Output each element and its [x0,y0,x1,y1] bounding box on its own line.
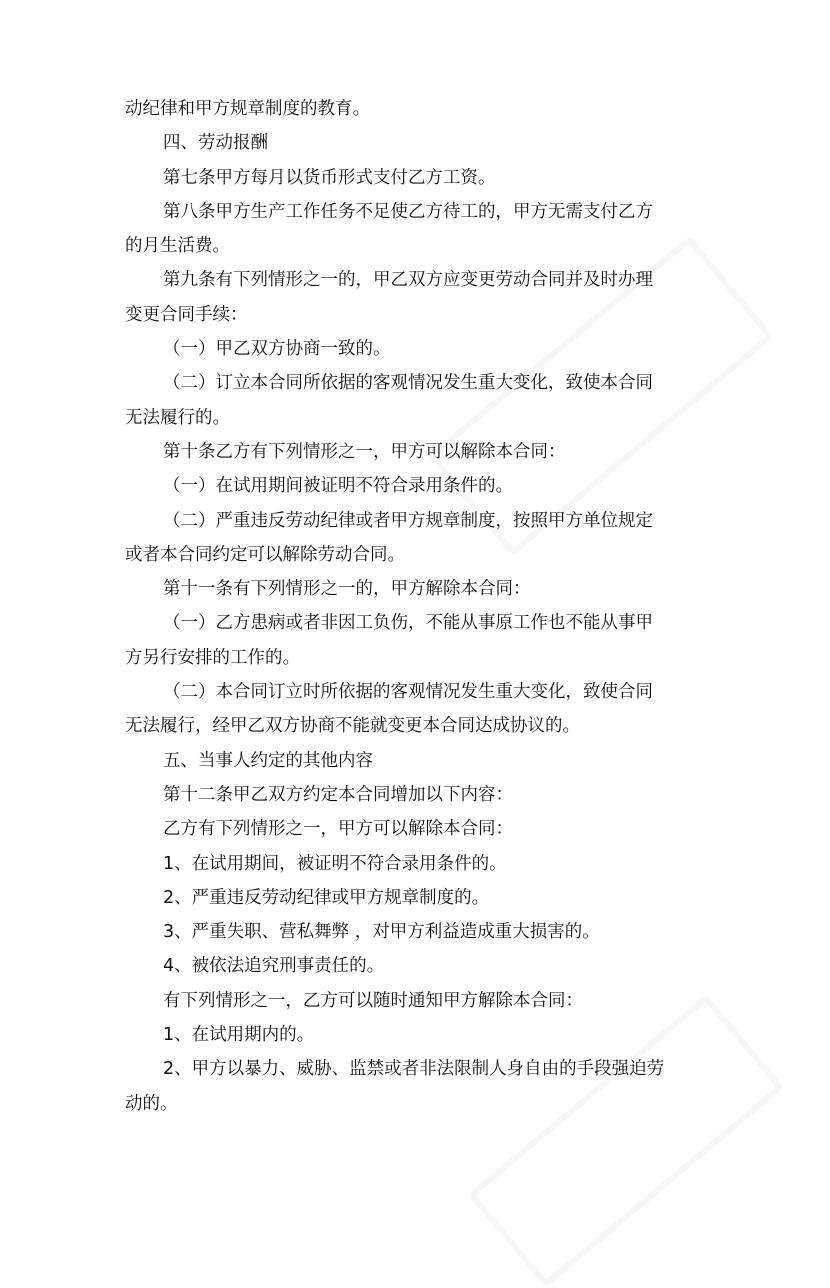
text-line: 五、当事人约定的其他内容 [163,750,373,771]
text-line: 2、严重违反劳动纪律或甲方规章制度的。 [163,887,490,908]
text-line: （一）甲乙双方协商一致的。 [163,339,391,360]
text-line: 乙方有下列情形之一，甲方可以解除本合同： [163,819,513,840]
text-line: 第八条甲方生产工作任务不足使乙方待工的，甲方无需支付乙方 [163,201,653,222]
text-line: （二）本合同订立时所依据的客观情况发生重大变化，致使合同 [163,682,653,703]
text-line: 第十二条甲乙双方约定本合同增加以下内容： [163,784,513,805]
text-line: （二）订立本合同所依据的客观情况发生重大变化，致使本合同 [163,373,653,394]
text-line: 的月生活费。 [125,236,230,257]
text-line: 动纪律和甲方规章制度的教育。 [125,99,370,119]
document-body [125,92,710,1121]
text-line: 1、在试用期内的。 [163,1025,315,1046]
text-line: 第七条甲方每月以货币形式支付乙方工资。 [163,167,496,188]
text-line: （一）在试用期间被证明不符合录用条件的。 [163,476,513,497]
text-line: 第十一条有下列情形之一的，甲方解除本合同： [163,579,531,600]
text-line: 1、在试用期间，被证明不符合录用条件的。 [163,853,507,874]
text-line: 有下列情形之一，乙方可以随时通知甲方解除本合同： [163,990,583,1011]
text-line: 变更合同手续： [125,304,248,325]
text-line: 方另行安排的工作的。 [125,647,300,668]
text-line: 四、劳动报酬 [163,133,268,154]
text-line: 第九条有下列情形之一的，甲乙双方应变更劳动合同并及时办理 [163,270,653,291]
text-line: 第十条乙方有下列情形之一，甲方可以解除本合同： [163,441,566,462]
text-line: （一）乙方患病或者非因工负伤，不能从事原工作也不能从事甲 [163,613,653,634]
text-line: （二）严重违反劳动纪律或者甲方规章制度，按照甲方单位规定 [163,510,653,531]
text-line: 无法履行的。 [125,407,230,428]
text-line: 或者本合同约定可以解除劳动合同。 [125,544,405,565]
text-line: 4、被依法追究刑事责任的。 [163,956,385,977]
text-line: 2、甲方以暴力、威胁、监禁或者非法限制人身自由的手段强迫劳 [163,1059,665,1080]
text-line: 3、严重失职、营私舞弊 ，对甲方利益造成重大损害的。 [163,922,600,943]
text-line: 无法履行，经甲乙双方协商不能就变更本合同达成协议的。 [125,716,580,737]
text-line: 动的。 [125,1093,178,1114]
